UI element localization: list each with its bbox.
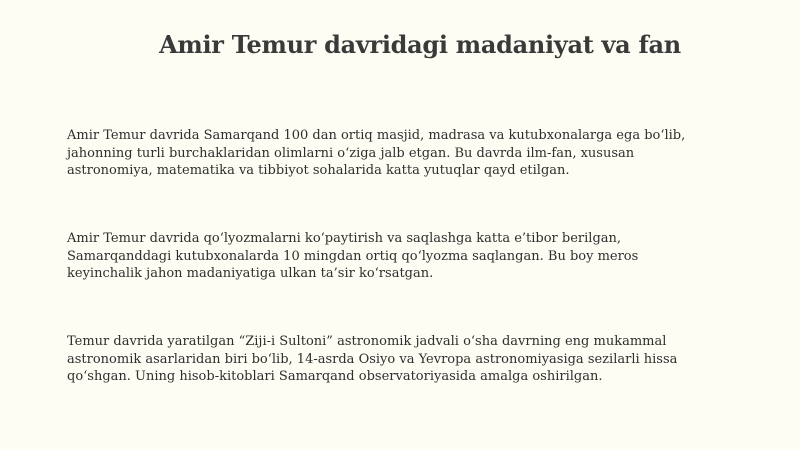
slide-title: Amir Temur davridagi madaniyat va fan xyxy=(159,30,681,59)
paragraph-3: Temur davrida yaratilgan “Ziji-i Sultoni” astronomik jadvali o‘sha davrning eng mukammal astronomik asarlaridan biri bo‘lib, 14-asrda Osiyo va Yevropa astronomiyasiga sezilarli hissa qo‘shgan. Uning hisob-kitoblari Samarqand observatoriyasida amalga oshirilgan. xyxy=(67,334,678,384)
paragraph-1: Amir Temur davrida Samarqand 100 dan ortiq masjid, madrasa va kutubxonalarga ega bo‘lib, jahonning turli burchaklaridan olimlarni o‘ziga jalb etgan. Bu davrda ilm-fan, xususan astronomiya, matematika va tibbiyot sohalarida katta yutuqlar qayd etilgan. xyxy=(67,128,686,178)
paragraph-2: Amir Temur davrida qo‘lyozmalarni ko‘paytirish va saqlashga katta e’tibor berilgan, Samarqanddagi kutubxonalarda 10 mingdan ortiq qo‘lyozma saqlangan. Bu boy meros keyinchalik jahon madaniyatiga ulkan ta’sir ko‘rsatgan. xyxy=(67,231,639,281)
